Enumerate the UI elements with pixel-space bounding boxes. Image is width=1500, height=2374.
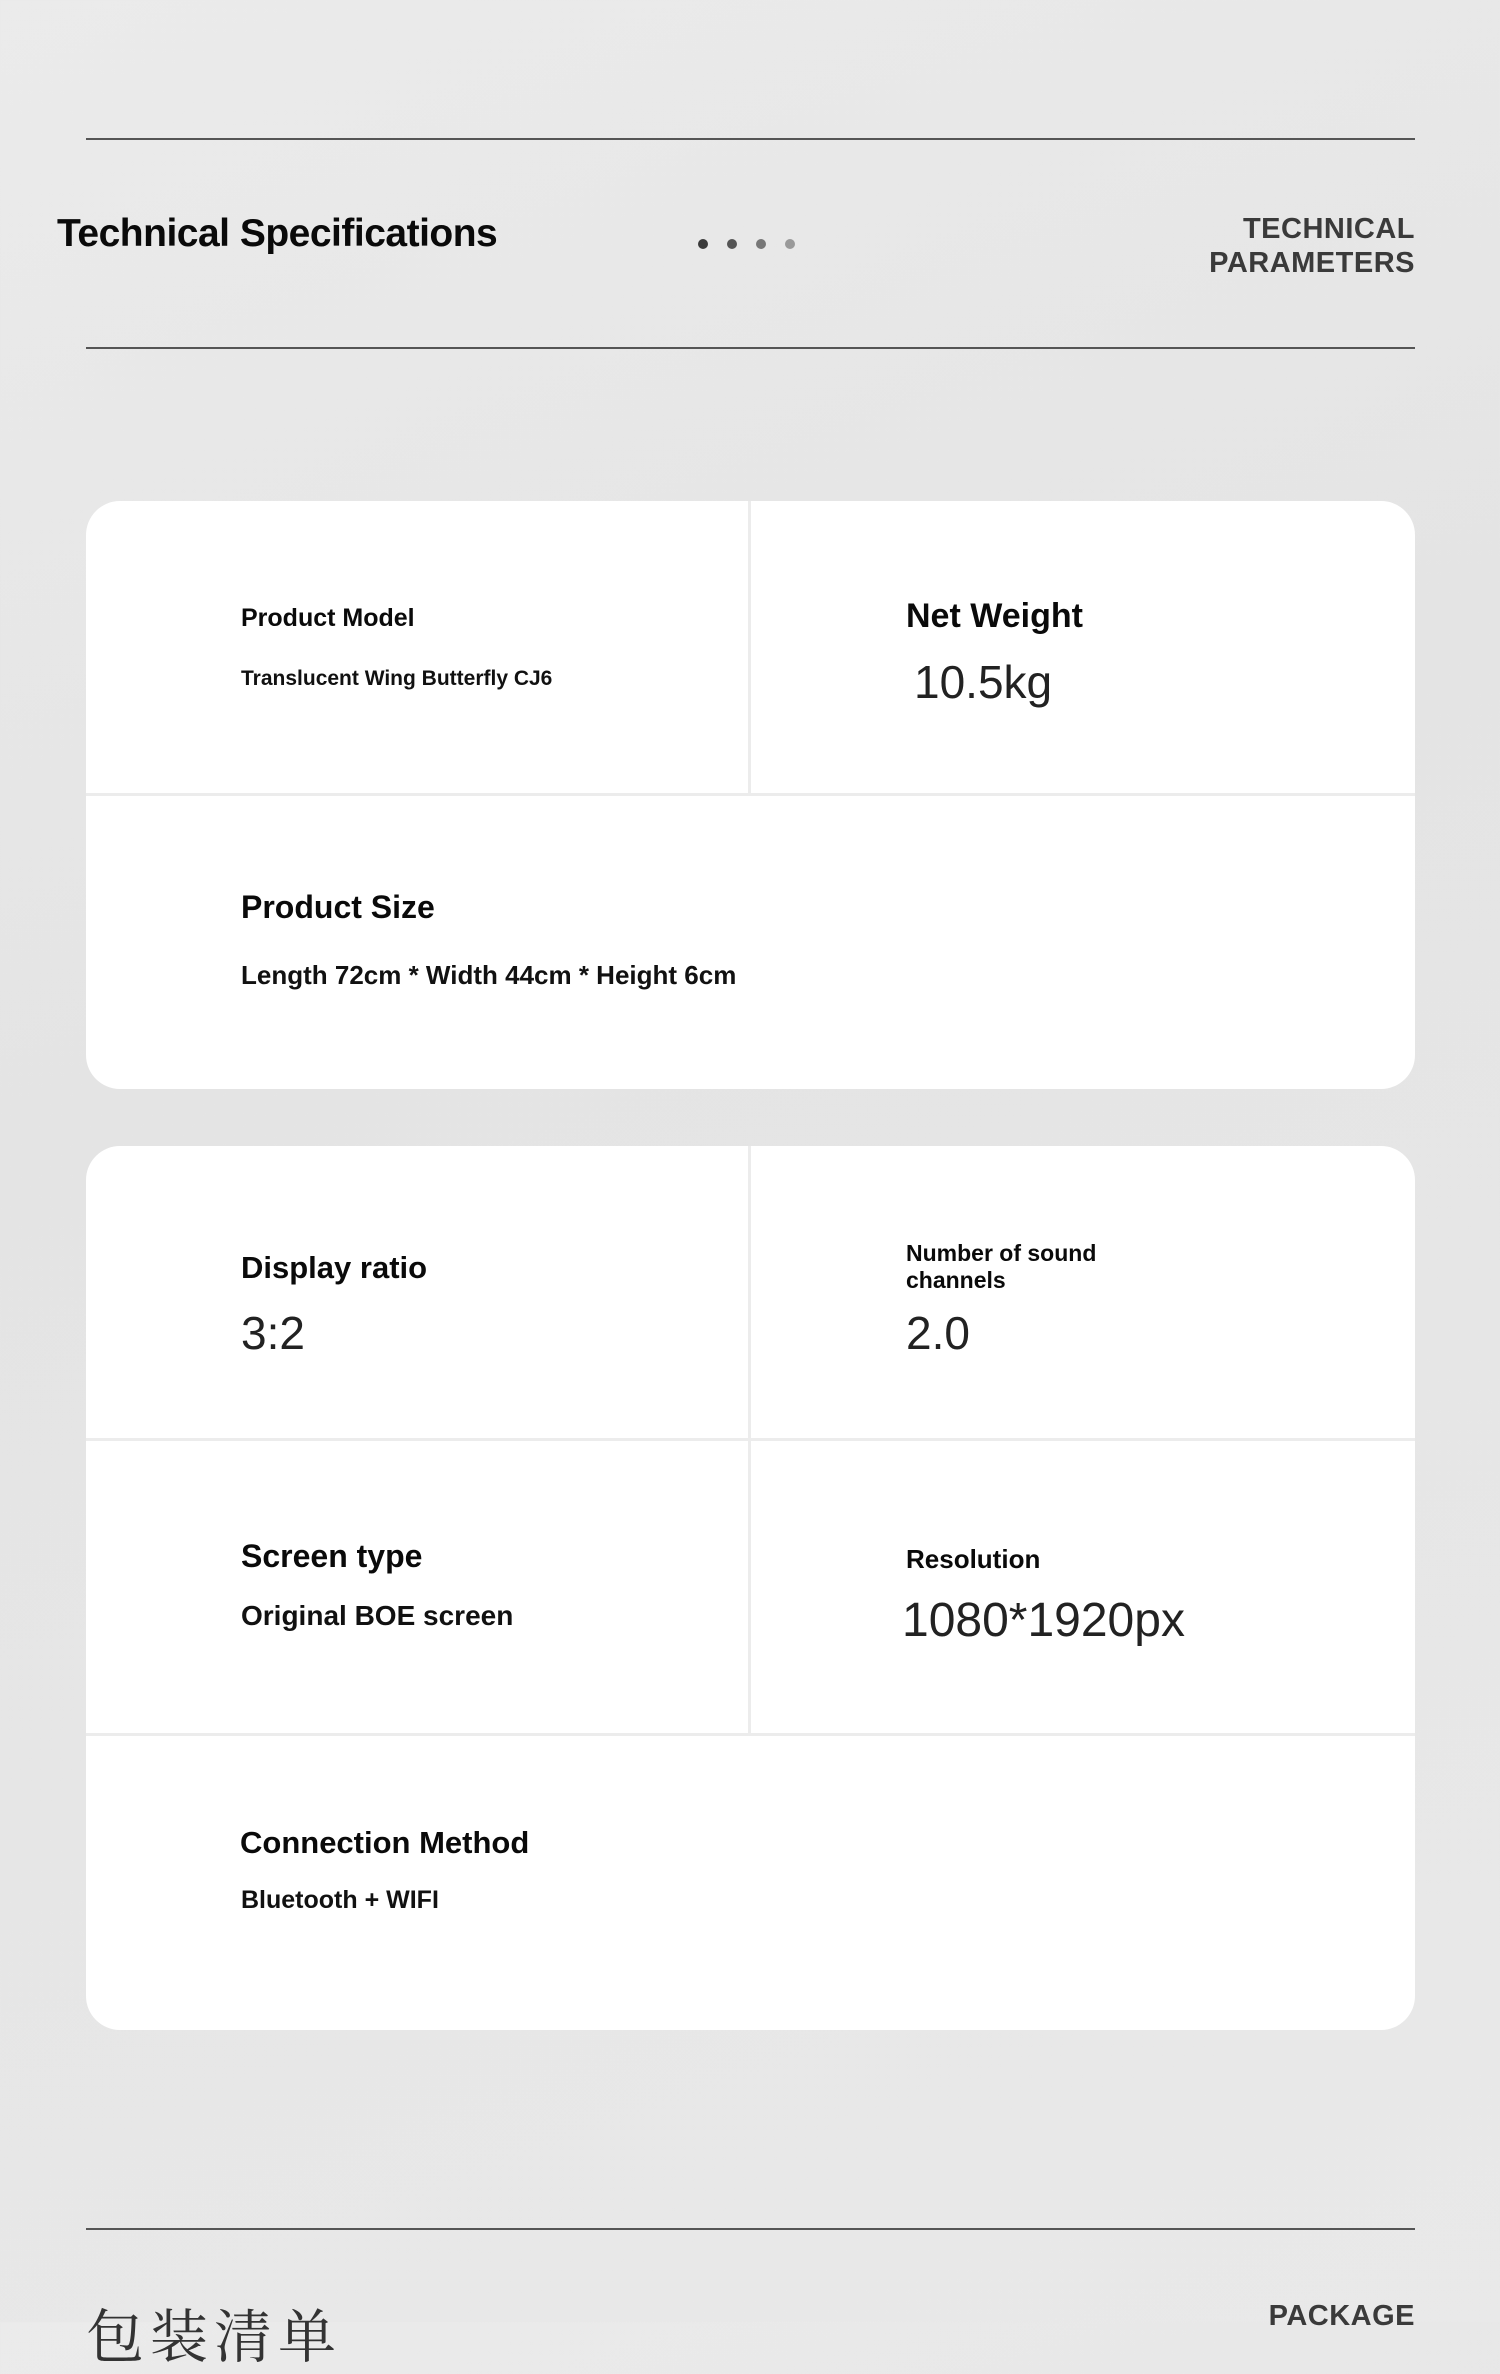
spec-label <box>906 1240 1096 1294</box>
spec-value: Translucent Wing Butterfly CJ6 <box>241 667 553 690</box>
spec-value: 1080*1920px <box>902 1594 1185 1647</box>
spec-display-ratio <box>86 1146 748 1438</box>
spec-connection <box>86 1736 1415 2030</box>
spec-value: 3:2 <box>241 1307 305 1359</box>
spec-screen-type <box>86 1441 748 1733</box>
spec-value: Original BOE screen <box>241 1600 514 1631</box>
spec-label: Resolution <box>906 1544 1041 1574</box>
spec-label: Connection Method <box>240 1825 530 1860</box>
spec-label: Product Size <box>241 889 435 925</box>
spec-card-display <box>86 1146 1415 2030</box>
spec-label: Display ratio <box>241 1250 428 1285</box>
spec-value: Bluetooth + WIFI <box>241 1886 439 1914</box>
spec-value: 10.5kg <box>914 656 1053 708</box>
spec-product-model <box>86 501 748 793</box>
spec-label-line-1: Number of sound <box>906 1240 1097 1266</box>
section-title: Technical Specifications <box>57 212 498 255</box>
spec-value: 2.0 <box>906 1307 970 1359</box>
dot-icon <box>756 239 766 249</box>
package-title-en: PACKAGE <box>1268 2300 1415 2332</box>
dot-icon <box>698 239 708 249</box>
spec-resolution <box>751 1441 1415 1733</box>
spec-label: Net Weight <box>906 597 1083 635</box>
spec-product-size <box>86 796 1415 1089</box>
top-rule <box>86 138 1415 140</box>
subtitle-line-1: TECHNICAL <box>1242 213 1415 245</box>
dot-icon <box>727 239 737 249</box>
section-subtitle <box>1209 212 1415 280</box>
spec-card-basic <box>86 501 1415 1089</box>
header-bottom-rule <box>86 347 1415 349</box>
package-rule <box>86 2228 1415 2230</box>
package-title-cn: 包装清单 <box>86 2303 343 2371</box>
spec-label-line-2: channels <box>906 1267 1006 1293</box>
dot-icon <box>785 239 795 249</box>
spec-sound-channels <box>751 1146 1415 1438</box>
spec-value: Length 72cm * Width 44cm * Height 6cm <box>241 960 737 990</box>
spec-label: Product Model <box>241 604 415 632</box>
decorative-dots <box>698 239 795 249</box>
spec-label: Screen type <box>241 1538 423 1574</box>
spec-net-weight <box>751 501 1415 793</box>
subtitle-line-2: PARAMETERS <box>1209 247 1415 279</box>
